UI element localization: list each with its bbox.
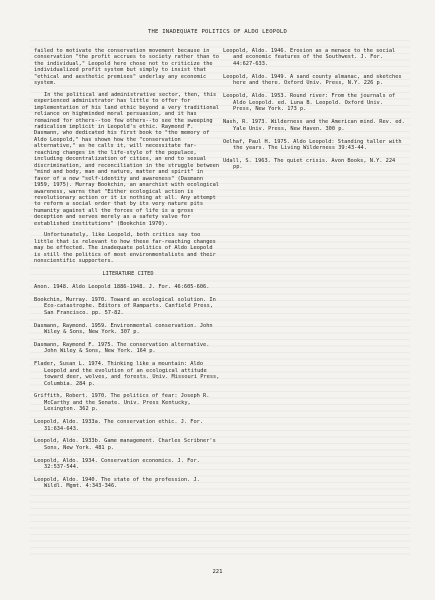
right-column bbox=[223, 48, 405, 177]
reference-entry: Griffith, Robert. 1970. The politics of fear: Joseph R. McCarthy and the Senate. Univ. Press Kentucky, Lexington. 362 p. bbox=[34, 393, 210, 413]
reference-entry: Bookchin, Murray. 1970. Toward an ecological solution. In Eco-catastrophe. Editors of Ramparts. Canfield Press, San Francisco. pp. 57-82. bbox=[34, 296, 216, 316]
reference-entry: Dasmann, Raymond. 1959. Environmental conservation. John Wiley & Sons, New York. 307 p. bbox=[34, 322, 213, 335]
reference-entry: Leopold, Aldo. 1949. A sand county almanac, and sketches here and there. Oxford Univ. Press, N.Y. 226 p. bbox=[223, 73, 402, 87]
literature-cited-heading: LITERATURE CITED bbox=[102, 270, 154, 277]
reference-entry: Anon. 1948. Aldo Leopold 1886-1948. J. For. 46:605-606. bbox=[34, 283, 210, 290]
body-paragraph-1: failed to motivate the conservation movement because in conservation "the profit accrues to society rather than to the individual," Leopold here chose not to criticize the individualized profit system but simply to insist that "ethical and aesthetic premises" underlay any economic system. bbox=[34, 48, 219, 87]
reference-entry: Leopold, Aldo. 1946. Erosion as a menace to the social and economic features of the Southwest. J. For. 44:627-633. bbox=[223, 48, 396, 67]
reference-entry: Leopold, Aldo. 1934. Conservation economics. J. For. 32:537-544. bbox=[34, 457, 200, 471]
reference-entry: Leopold, Aldo. 1940. The state of the profession. J. Wildl. Mgmt. 4:343-346. bbox=[34, 476, 200, 490]
body-paragraph-2: In the political and administrative sector, then, this experienced administrator has little to offer for implementation of his land ethic beyond a very traditional reliance on highminded moral persuasion, and it has remained for others--too few others--to see the sweeping radicalism implicit in Leopold's ethic. Raymond F. Dasmann, who dedicated his first book to "the memory of Aldo Leopold," has shown how the "conservation alternative," as he calls it, will necessitate far-reaching changes in the life-style of the populace, including decentralization of cities, an end to sexual discrimination, and reconciliation in the struggle between "mind and body, man and nature, matter and spirit" in favor of a new "self-identity and awareness" (Dasmann 1959, 1975). Murray Bookchin, an anarchist with ecological awareness, warns that "Either ecological action is revolutionary action or it is nothing at all. Any attempt to reform a social order that by its very nature pits humanity against all the forces of life is a gross deception and serves merely as a safety valve for established institutions" (Bookchin 1970). bbox=[34, 91, 219, 227]
reference-entry: Leopold, Aldo. 1953. Round river: From the journals of Aldo Leopold. ed. Luna B. Leopold. Oxford Univ. Press, New York. 173 p. bbox=[223, 93, 396, 113]
reference-entry: Oelhaf, Paul H. 1975. Aldo Leopold: Standing taller with the years. The Living Wilderness 39:43-44. bbox=[223, 138, 402, 151]
running-header: THE INADEQUATE POLITICS OF ALDO LEOPOLD bbox=[147, 29, 288, 35]
reference-entry: Udall, S. 1963. The quiet crisis. Avon Books, N.Y. 224 pp. bbox=[223, 157, 396, 171]
body-paragraph-3: Unfortunately, like Leopold, both critics say too little that is relevant to how these far-reaching changes may be effected. The inadequate politics of Aldo Leopold is still the politics of most environmentalists and their nonscientific supporters. bbox=[34, 232, 216, 265]
reference-entry: Flader, Susan L. 1974. Thinking like a mountain: Aldo Leopold and the evolution of an ecological attitude toward deer, wolves, and forests. Univ. Missouri Press, Columbia. 284 p. bbox=[34, 361, 220, 387]
reference-entry: Dasmann, Raymond F. 1975. The conservation alternative. John Wiley & Sons, New York. 164 p. bbox=[34, 341, 210, 355]
reference-entry: Leopold, Aldo. 1933b. Game management. Charles Scribner's Sons, New York. 481 p. bbox=[34, 438, 216, 451]
reference-entry: Leopold, Aldo. 1933a. The conservation ethic. J. For. 31:634-643. bbox=[34, 419, 204, 432]
reference-entry: Nash, R. 1973. Wilderness and the American mind. Rev. ed. Yale Univ. Press, New Haven. 300 p. bbox=[223, 119, 405, 132]
left-column bbox=[34, 48, 222, 496]
page-number: 221 bbox=[212, 569, 223, 575]
